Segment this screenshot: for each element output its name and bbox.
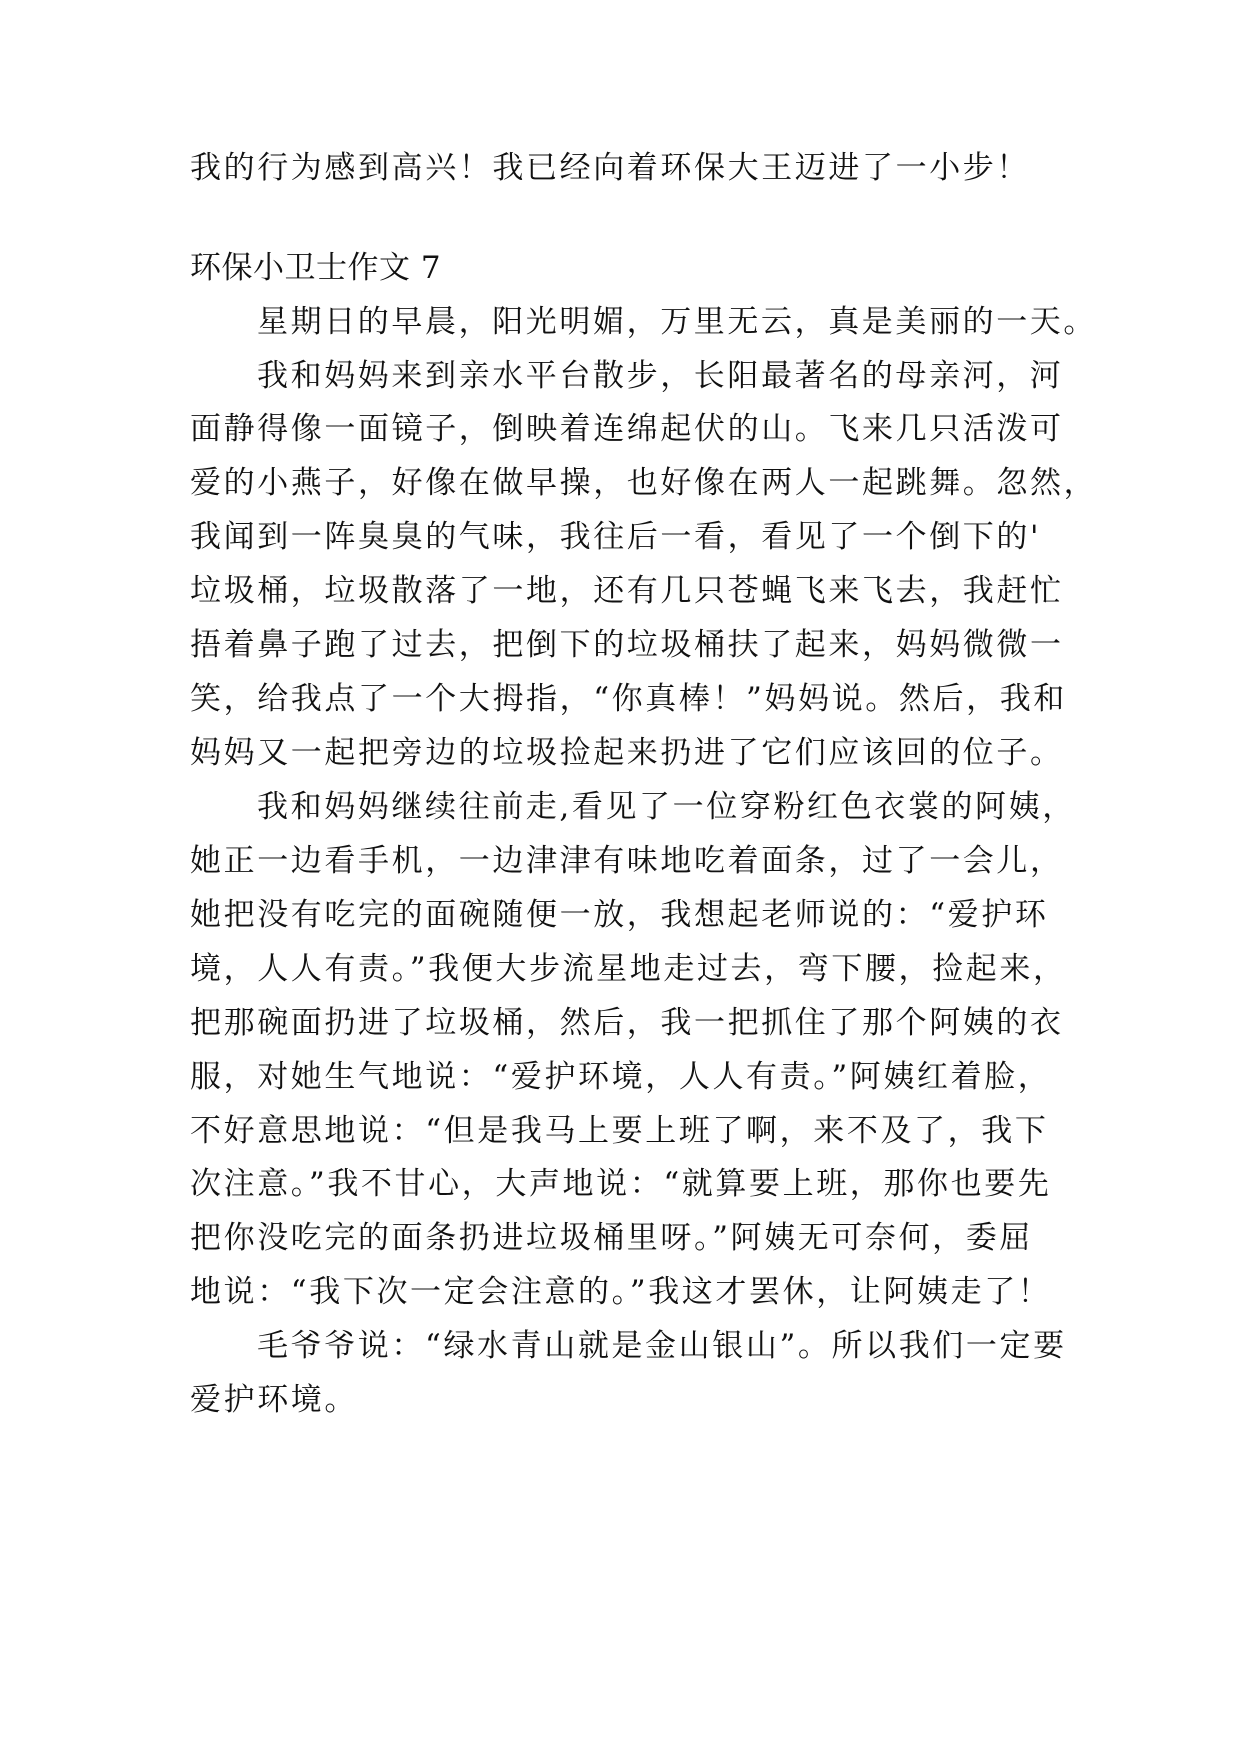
paragraph-line: 爱的小燕子，好像在做早操，也好像在两人一起跳舞。忽然， xyxy=(190,465,1098,501)
paragraph-line: 笑，给我点了一个大拇指，“你真棒！”妈妈说。然后，我和 xyxy=(190,681,1067,717)
paragraph-line: 她把没有吃完的面碗随便一放，我想起老师说的：“爱护环 xyxy=(190,897,1049,933)
paragraph-line: 把那碗面扔进了垃圾桶，然后，我一把抓住了那个阿姨的衣 xyxy=(190,1005,1064,1041)
paragraph-line: 星期日的早晨，阳光明媚，万里无云，真是美丽的一天。 xyxy=(257,304,1097,340)
paragraph-line: 垃圾桶，垃圾散落了一地，还有几只苍蝇飞来飞去，我赶忙 xyxy=(190,573,1064,609)
paragraph-line: 次注意。”我不甘心，大声地说：“就算要上班，那你也要先 xyxy=(190,1166,1052,1202)
paragraph-line: 毛爷爷说：“绿水青山就是金山银山”。所以我们一定要 xyxy=(257,1328,1067,1364)
paragraph-line: 把你没吃完的面条扔进垃圾桶里呀。”阿姨无可奈何，委屈 xyxy=(190,1220,1033,1256)
paragraph-line: 地说：“我下次一定会注意的。”我这才罢休，让阿姨走了！ xyxy=(190,1274,1052,1310)
paragraph-line: 爱护环境。 xyxy=(190,1382,358,1418)
paragraph-line: 境，人人有责。”我便大步流星地走过去，弯下腰，捡起来， xyxy=(190,951,1067,987)
paragraph-line: 我闻到一阵臭臭的气味，我往后一看，看见了一个倒下的' xyxy=(190,519,1042,555)
paragraph-line: 不好意思地说：“但是我马上要上班了啊，来不及了，我下 xyxy=(190,1113,1049,1149)
paragraph-line: 面静得像一面镜子，倒映着连绵起伏的山。飞来几只活泼可 xyxy=(190,411,1064,447)
paragraph-line: 服，对她生气地说：“爱护环境，人人有责。”阿姨红着脸， xyxy=(190,1059,1052,1095)
paragraph-line: 我和妈妈继续往前走,看见了一位穿粉红色衣裳的阿姨， xyxy=(257,789,1076,825)
section-title: 环保小卫士作文 7 xyxy=(190,250,442,286)
paragraph-line: 我和妈妈来到亲水平台散步，长阳最著名的母亲河，河 xyxy=(257,358,1064,394)
continuation-line: 我的行为感到高兴！我已经向着环保大王迈进了一小步！ xyxy=(190,150,1030,186)
paragraph-line: 妈妈又一起把旁边的垃圾捡起来扔进了它们应该回的位子。 xyxy=(190,735,1064,771)
paragraph-line: 她正一边看手机，一边津津有味地吃着面条，过了一会儿， xyxy=(190,843,1064,879)
paragraph-line: 捂着鼻子跑了过去，把倒下的垃圾桶扶了起来，妈妈微微一 xyxy=(190,627,1064,663)
